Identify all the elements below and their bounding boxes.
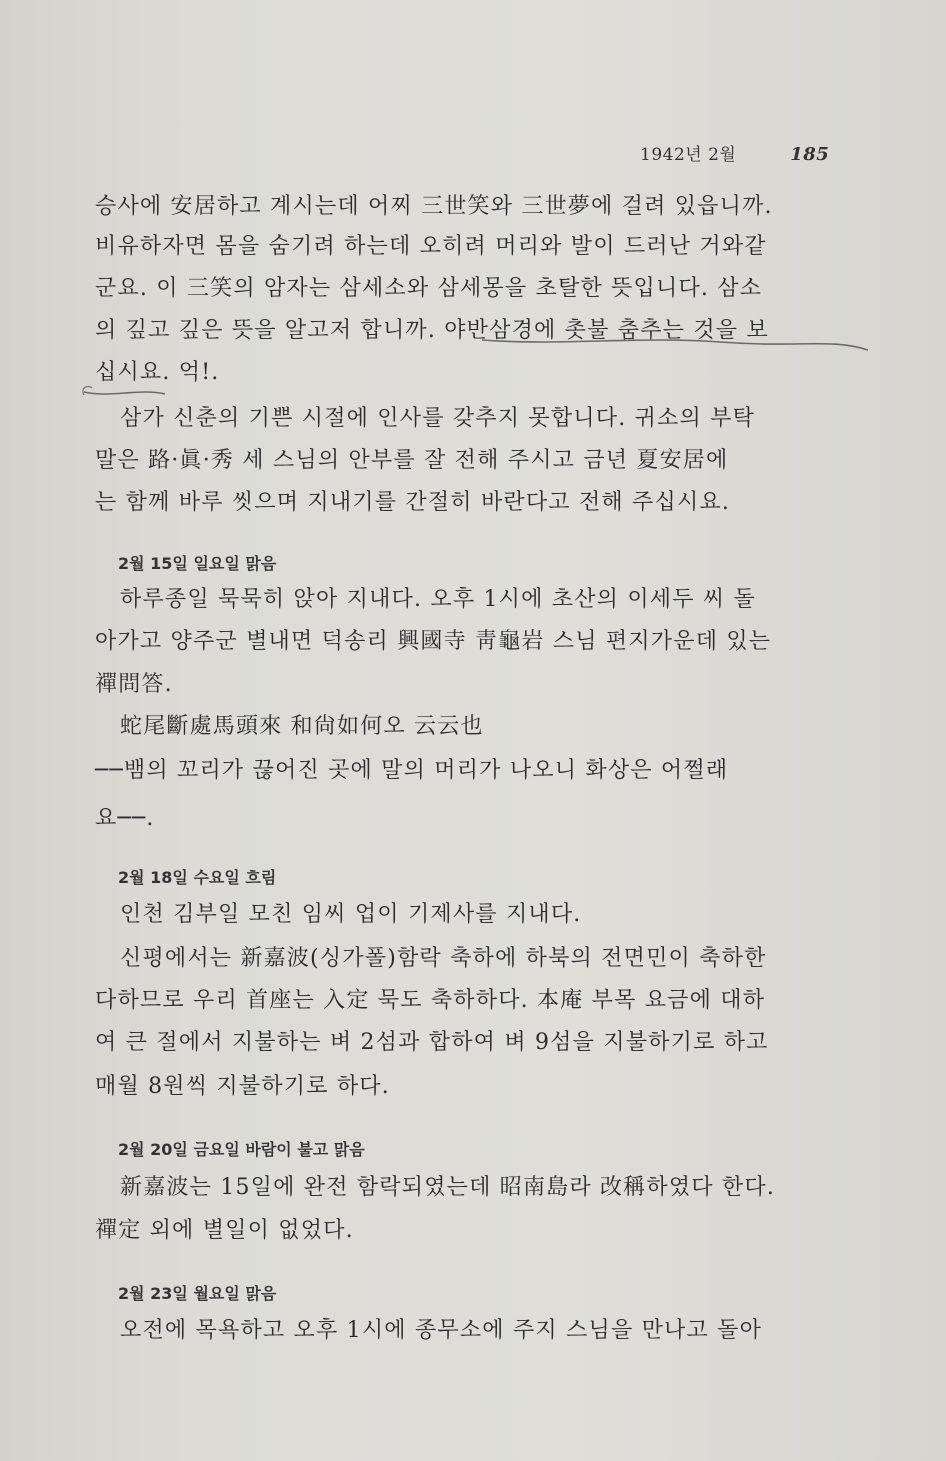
entry-heading: 2월 15일 일요일 맑음 [118, 554, 277, 573]
text-line: 新嘉波는 15일에 완전 함락되였는데 昭南島라 改稱하였다 한다. [120, 1175, 776, 1200]
text-line: 禪問答. [95, 672, 173, 697]
text-line: 하루종일 묵묵히 앉아 지내다. 오후 1시에 초산의 이세두 씨 돌 [120, 587, 756, 612]
text-line: 蛇尾斷處馬頭來 和尙如何오 云云也 [120, 714, 484, 739]
text-line: 여 큰 절에서 지불하는 벼 2섬과 합하여 벼 9섬을 지불하기로 하고 [95, 1030, 769, 1055]
entry-heading: 2월 18일 수요일 흐림 [118, 868, 277, 887]
text-line: 군요. 이 三笑의 암자는 삼세소와 삼세몽을 초탈한 뜻입니다. 삼소 [95, 276, 763, 301]
text-line: 삼가 신춘의 기쁜 시절에 인사를 갖추지 못합니다. 귀소의 부탁 [120, 406, 756, 431]
text-line: 십시요. 억!. [95, 360, 220, 385]
text-line: 아가고 양주군 별내면 덕송리 興國寺 靑龜岩 스님 편지가운데 있는 [95, 629, 772, 654]
text-line: 신평에서는 新嘉波(싱가폴)함락 축하에 하북의 전면민이 축하한 [120, 946, 767, 971]
text-line: 말은 路·眞·秀 세 스님의 안부를 잘 전해 주시고 금년 夏安居에 [95, 448, 729, 473]
text-line: 오전에 목욕하고 오후 1시에 종무소에 주지 스님을 만나고 돌아 [120, 1318, 763, 1343]
text-line: 요──. [95, 806, 155, 831]
header-date: 1942년 2월 [640, 145, 737, 165]
text-line: 인천 김부일 모친 임씨 업이 기제사를 지내다. [120, 902, 582, 927]
text-line: 다하므로 우리 首座는 入定 묵도 축하하다. 本庵 부목 요금에 대하 [95, 988, 766, 1013]
text-line: 는 함께 바루 씻으며 지내기를 간절히 바란다고 전해 주십시요. [95, 490, 731, 515]
page-number: 185 [790, 144, 830, 165]
entry-heading: 2월 23일 월요일 맑음 [118, 1284, 277, 1303]
text-line: 승사에 安居하고 계시는데 어찌 三世笑와 三世夢에 걸려 있읍니까. [95, 194, 773, 219]
text-line: 禪定 외에 별일이 없었다. [95, 1218, 354, 1243]
text-line: 매월 8원씩 지불하기로 하다. [95, 1074, 390, 1099]
text-line: 의 깊고 깊은 뜻을 알고저 합니까. 야반삼경에 촛불 춤추는 것을 보 [95, 318, 769, 343]
text-line: 비유하자면 몸을 숨기려 하는데 오히려 머리와 발이 드러난 거와같 [95, 234, 767, 259]
running-head [640, 140, 829, 165]
text-line: ──뱀의 꼬리가 끊어진 곳에 말의 머리가 나오니 화상은 어쩔래 [95, 758, 729, 783]
entry-heading: 2월 20일 금요일 바람이 불고 맑음 [118, 1140, 365, 1159]
